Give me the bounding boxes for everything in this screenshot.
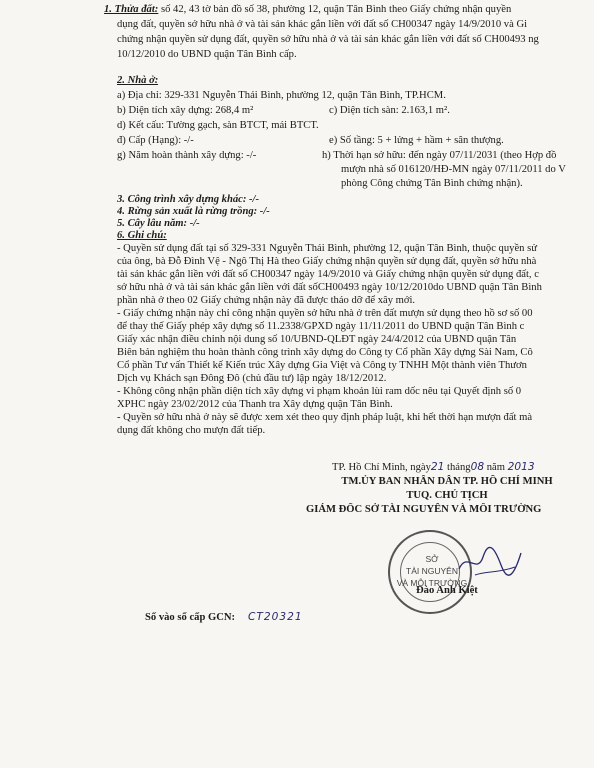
note-line: để thay thế Giấy phép xây dựng số 11.2338/GPXD ngày 11/11/2011 do UBND quận Tân Bình c	[117, 321, 525, 332]
house-completion-year: g) Năm hoàn thành xây dựng: -/-	[117, 150, 257, 161]
registry-label: Số vào sổ cấp GCN:	[145, 612, 236, 623]
land-line-1	[104, 3, 594, 16]
house-floor-area: c) Diện tích sàn: 2.163,1 m².	[329, 105, 450, 116]
house-address: a) Địa chỉ: 329-331 Nguyễn Thái Bình, phường 12, quận Tân Bình, TP.HCM.	[117, 90, 446, 101]
date-month: 08	[470, 461, 485, 473]
place-date-prefix: TP. Hồ Chí Minh, ngày	[332, 462, 431, 473]
house-grade: đ) Cấp (Hạng): -/-	[117, 135, 194, 146]
section-5: 5. Cây lâu năm: -/-	[117, 218, 200, 229]
note-line: Dịch vụ Khách sạn Đông Đô (chủ đầu tư) lập ngày 18/12/2012.	[117, 373, 387, 384]
note-line: Giấy xác nhận điều chỉnh nội dung số 10/UBND-QLĐT ngày 24/4/2012 của UBND quận Tân	[117, 334, 517, 345]
note-line: dụng đất không cho mượn đất tiếp.	[117, 425, 266, 436]
house-build-area: b) Diện tích xây dựng: 268,4 m²	[117, 105, 254, 116]
land-line-2: dụng đất, quyền sở hữu nhà ở và tài sản khác gắn liền với đất số CH00347 ngày 14/9/2010 và Gi	[117, 19, 528, 30]
date-day: 21	[430, 461, 445, 473]
land-line-3: chứng nhận quyền sử dụng đất, quyền sở hữu nhà ở và tài sản khác gắn liền với đất số CH00493 ng	[117, 34, 539, 45]
note-line: Biên bản nghiệm thu hoàn thành công trình xây dựng do Công ty Cổ phần Xây dựng Sài Nam, Cô	[117, 347, 533, 358]
section-3: 3. Công trình xây dựng khác: -/-	[117, 194, 260, 205]
date-year: 2013	[507, 461, 535, 473]
authority-line-2: TUQ. CHỦ TỊCH	[406, 490, 488, 501]
house-term-line-2: mượn nhà số 016120/HĐ-MN ngày 07/11/2011 do V	[341, 164, 566, 175]
year-label: năm	[486, 462, 505, 473]
stamp-text-3: VÀ MÔI TRƯỜNG	[396, 578, 468, 588]
signer-title: GIÁM ĐỐC SỞ TÀI NGUYÊN VÀ MÔI TRƯỜNG	[306, 504, 542, 515]
note-line: của ông, bà Đỗ Đình Vệ - Ngô Thị Hà theo Giấy chứng nhận quyền sử dụng đất, quyền sở hữu nhà	[117, 256, 537, 267]
house-heading: 2. Nhà ở:	[117, 75, 159, 86]
note-line: sở hữu nhà ở và tài sản khác gắn liền với đất sốCH00493 ngày 10/12/2010do UBND quận Tân Bình	[117, 282, 542, 293]
note-line: - Không công nhận phần diện tích xây dựng vi phạm khoản lùi ram dốc nêu tại Quyết định số 0	[117, 386, 522, 397]
land-text: số 42, 43 tờ bản đồ số 38, phường 12, quận Tân Bình theo Giấy chứng nhận quyền	[158, 4, 512, 15]
land-line-4: 10/12/2010 do UBND quận Tân Bình cấp.	[117, 49, 297, 60]
section-4: 4. Rừng sản xuất là rừng trồng: -/-	[117, 206, 270, 217]
note-line: phần nhà ở theo 02 Giấy chứng nhận này đã được tháo dỡ để xây mới.	[117, 295, 416, 306]
handwritten-signature	[455, 545, 525, 585]
house-term-line-3: phòng Công chứng Tân Bình chứng nhận).	[341, 178, 523, 189]
month-label: tháng	[447, 462, 471, 473]
signer-name: Đào Anh Kiệt	[416, 585, 478, 596]
note-line: Cổ phần Tư vấn Thiết kế Kiến trúc Xây dựng Gia Việt và Công ty TNHH Một thành viên Thươn	[117, 360, 527, 371]
note-line: - Giấy chứng nhận này chỉ công nhận quyền sở hữu nhà ở trên đất mượn sử dụng theo hồ sơ số 00	[117, 308, 533, 319]
place-date	[332, 461, 535, 474]
house-structure: d) Kết cấu: Tường gạch, sàn BTCT, mái BTCT.	[117, 120, 319, 131]
land-heading: 1. Thửa đất:	[104, 4, 159, 15]
note-line: tài sản khác gắn liền với đất số CH00347 ngày 14/9/2010 và Giấy chứng nhận quyền sử dụng đất, c	[117, 269, 539, 280]
stamp-text-2: TÀI NGUYÊN	[406, 566, 458, 576]
note-line: - Quyền sở hữu nhà ở này sẽ được xem xét theo quy định pháp luật, khi hết thời hạn mượn đất mà	[117, 412, 533, 423]
registry-number: CT20321	[248, 611, 303, 623]
note-line: XPHC ngày 23/02/2012 của Thanh tra Xây dựng quận Tân Bình.	[117, 399, 393, 410]
stamp-text-1: SỞ	[425, 554, 439, 564]
house-floors: e) Số tầng: 5 + lửng + hầm + sân thượng.	[329, 135, 504, 146]
authority-line-1: TM.ỦY BAN NHÂN DÂN TP. HỒ CHÍ MINH	[341, 476, 553, 487]
note-line: - Quyền sử dụng đất tại số 329-331 Nguyễn Thái Bình, phường 12, quận Tân Bình, thuộc quyền sử	[117, 243, 537, 254]
house-term-line-1: h) Thời hạn sở hữu: đến ngày 07/11/2031 (theo Hợp đồ	[322, 150, 557, 161]
section-6: 6. Ghi chú:	[117, 230, 167, 241]
